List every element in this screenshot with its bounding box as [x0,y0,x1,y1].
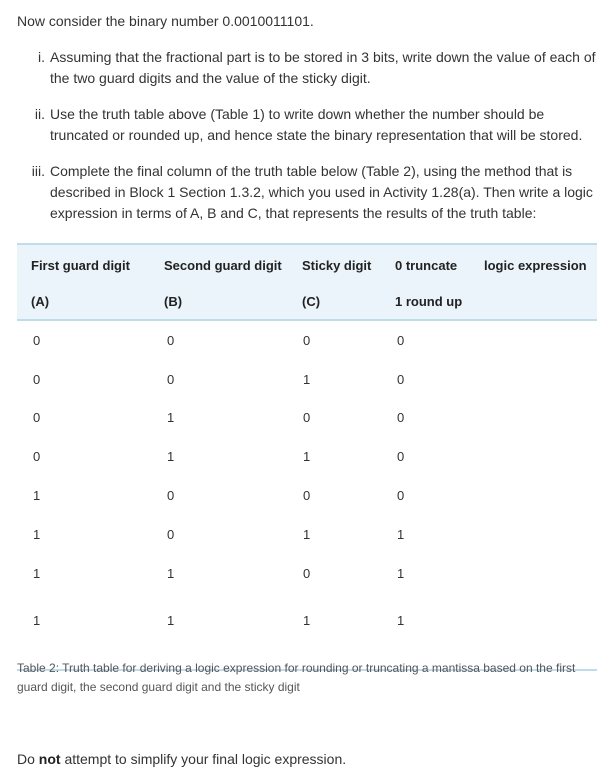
table-row [17,476,597,515]
header-truncate: 0 truncate [395,258,458,273]
cell-result: 0 [397,410,405,426]
table-row [17,360,597,399]
header-first-guard-digit: First guard digit [31,258,130,273]
cell-result: 1 [397,612,405,628]
question-text: Assuming that the fractional part is to be stored in 3 bits, write down the value of each of the two guard digits and the value of the sticky digit. [50,49,596,86]
cell-logic-expression [484,554,597,593]
cell-c: 1 [303,449,311,465]
cell-a: 0 [33,332,41,348]
table-row [17,554,597,593]
cell-a: 0 [33,410,41,426]
cell-c: 1 [303,371,311,387]
cell-logic-expression [484,320,597,360]
question-number: iii. [31,163,45,179]
header-second-guard-digit: Second guard digit [164,258,282,273]
cell-a: 1 [33,612,41,628]
cell-b: 0 [167,488,175,504]
cell-b: 0 [167,371,175,387]
cell-a: 0 [33,449,41,465]
cell-b: 0 [167,526,175,542]
header-a: (A) [31,294,50,309]
cell-c: 1 [303,612,311,628]
table-row [17,320,597,360]
cell-c: 0 [303,488,311,504]
cell-c: 0 [303,332,311,348]
question-text: Use the truth table above (Table 1) to write down whether the number should be truncated or rounded up, and hence state the binary representation that will be stored. [50,106,583,143]
cell-c: 0 [303,565,311,581]
cell-logic-expression [484,476,597,515]
table-row [17,515,597,554]
cell-b: 1 [167,410,175,426]
intro-text: Now consider the binary number 0.0010011101. [17,13,314,29]
question-iii [31,161,598,224]
question-text: Complete the final column of the truth table below (Table 2), using the method that is described in Block 1 Section 1.3.2, which you used in Activity 1.28(a). Then write a logic expression in terms of A, B and C, that represents the results of the truth table: [50,163,593,221]
cell-a: 1 [33,488,41,504]
table-row [17,399,597,438]
cell-logic-expression [484,437,597,476]
cell-result: 0 [397,371,405,387]
question-i [38,47,598,89]
truth-table-container [17,243,597,671]
header-logic-expression: logic expression [484,258,587,273]
table-caption: Table 2: Truth table for deriving a logic expression for rounding or truncating a mantissa based on the first guard digit, the second guard digit and the sticky digit [17,661,576,694]
note-before: Do [17,751,39,767]
table-row [17,437,597,476]
truth-table [17,243,597,671]
header-b: (B) [164,294,183,309]
cell-result: 0 [397,488,405,504]
cell-logic-expression [484,399,597,438]
cell-b: 1 [167,612,175,628]
cell-b: 1 [167,449,175,465]
question-number: i. [38,49,45,65]
question-number: ii. [34,106,45,122]
header-c: (C) [302,294,321,309]
header-empty [484,284,597,320]
cell-result: 0 [397,332,405,348]
cell-logic-expression [484,360,597,399]
note-bold: not [38,751,61,767]
note-text [17,749,346,769]
cell-result: 1 [397,565,405,581]
cell-logic-expression [484,515,597,554]
question-ii [34,104,598,146]
header-sticky-digit: Sticky digit [302,258,372,273]
cell-b: 1 [167,565,175,581]
cell-result: 1 [397,526,405,542]
cell-a: 1 [33,526,41,542]
table-header-row [17,244,597,284]
table-header-row [17,284,597,320]
cell-a: 0 [33,371,41,387]
cell-a: 1 [33,565,41,581]
cell-c: 1 [303,526,311,542]
cell-result: 0 [397,449,405,465]
cell-b: 0 [167,332,175,348]
cell-c: 0 [303,410,311,426]
header-round-up: 1 round up [395,294,463,309]
note-after: attempt to simplify your final logic expression. [60,751,347,767]
